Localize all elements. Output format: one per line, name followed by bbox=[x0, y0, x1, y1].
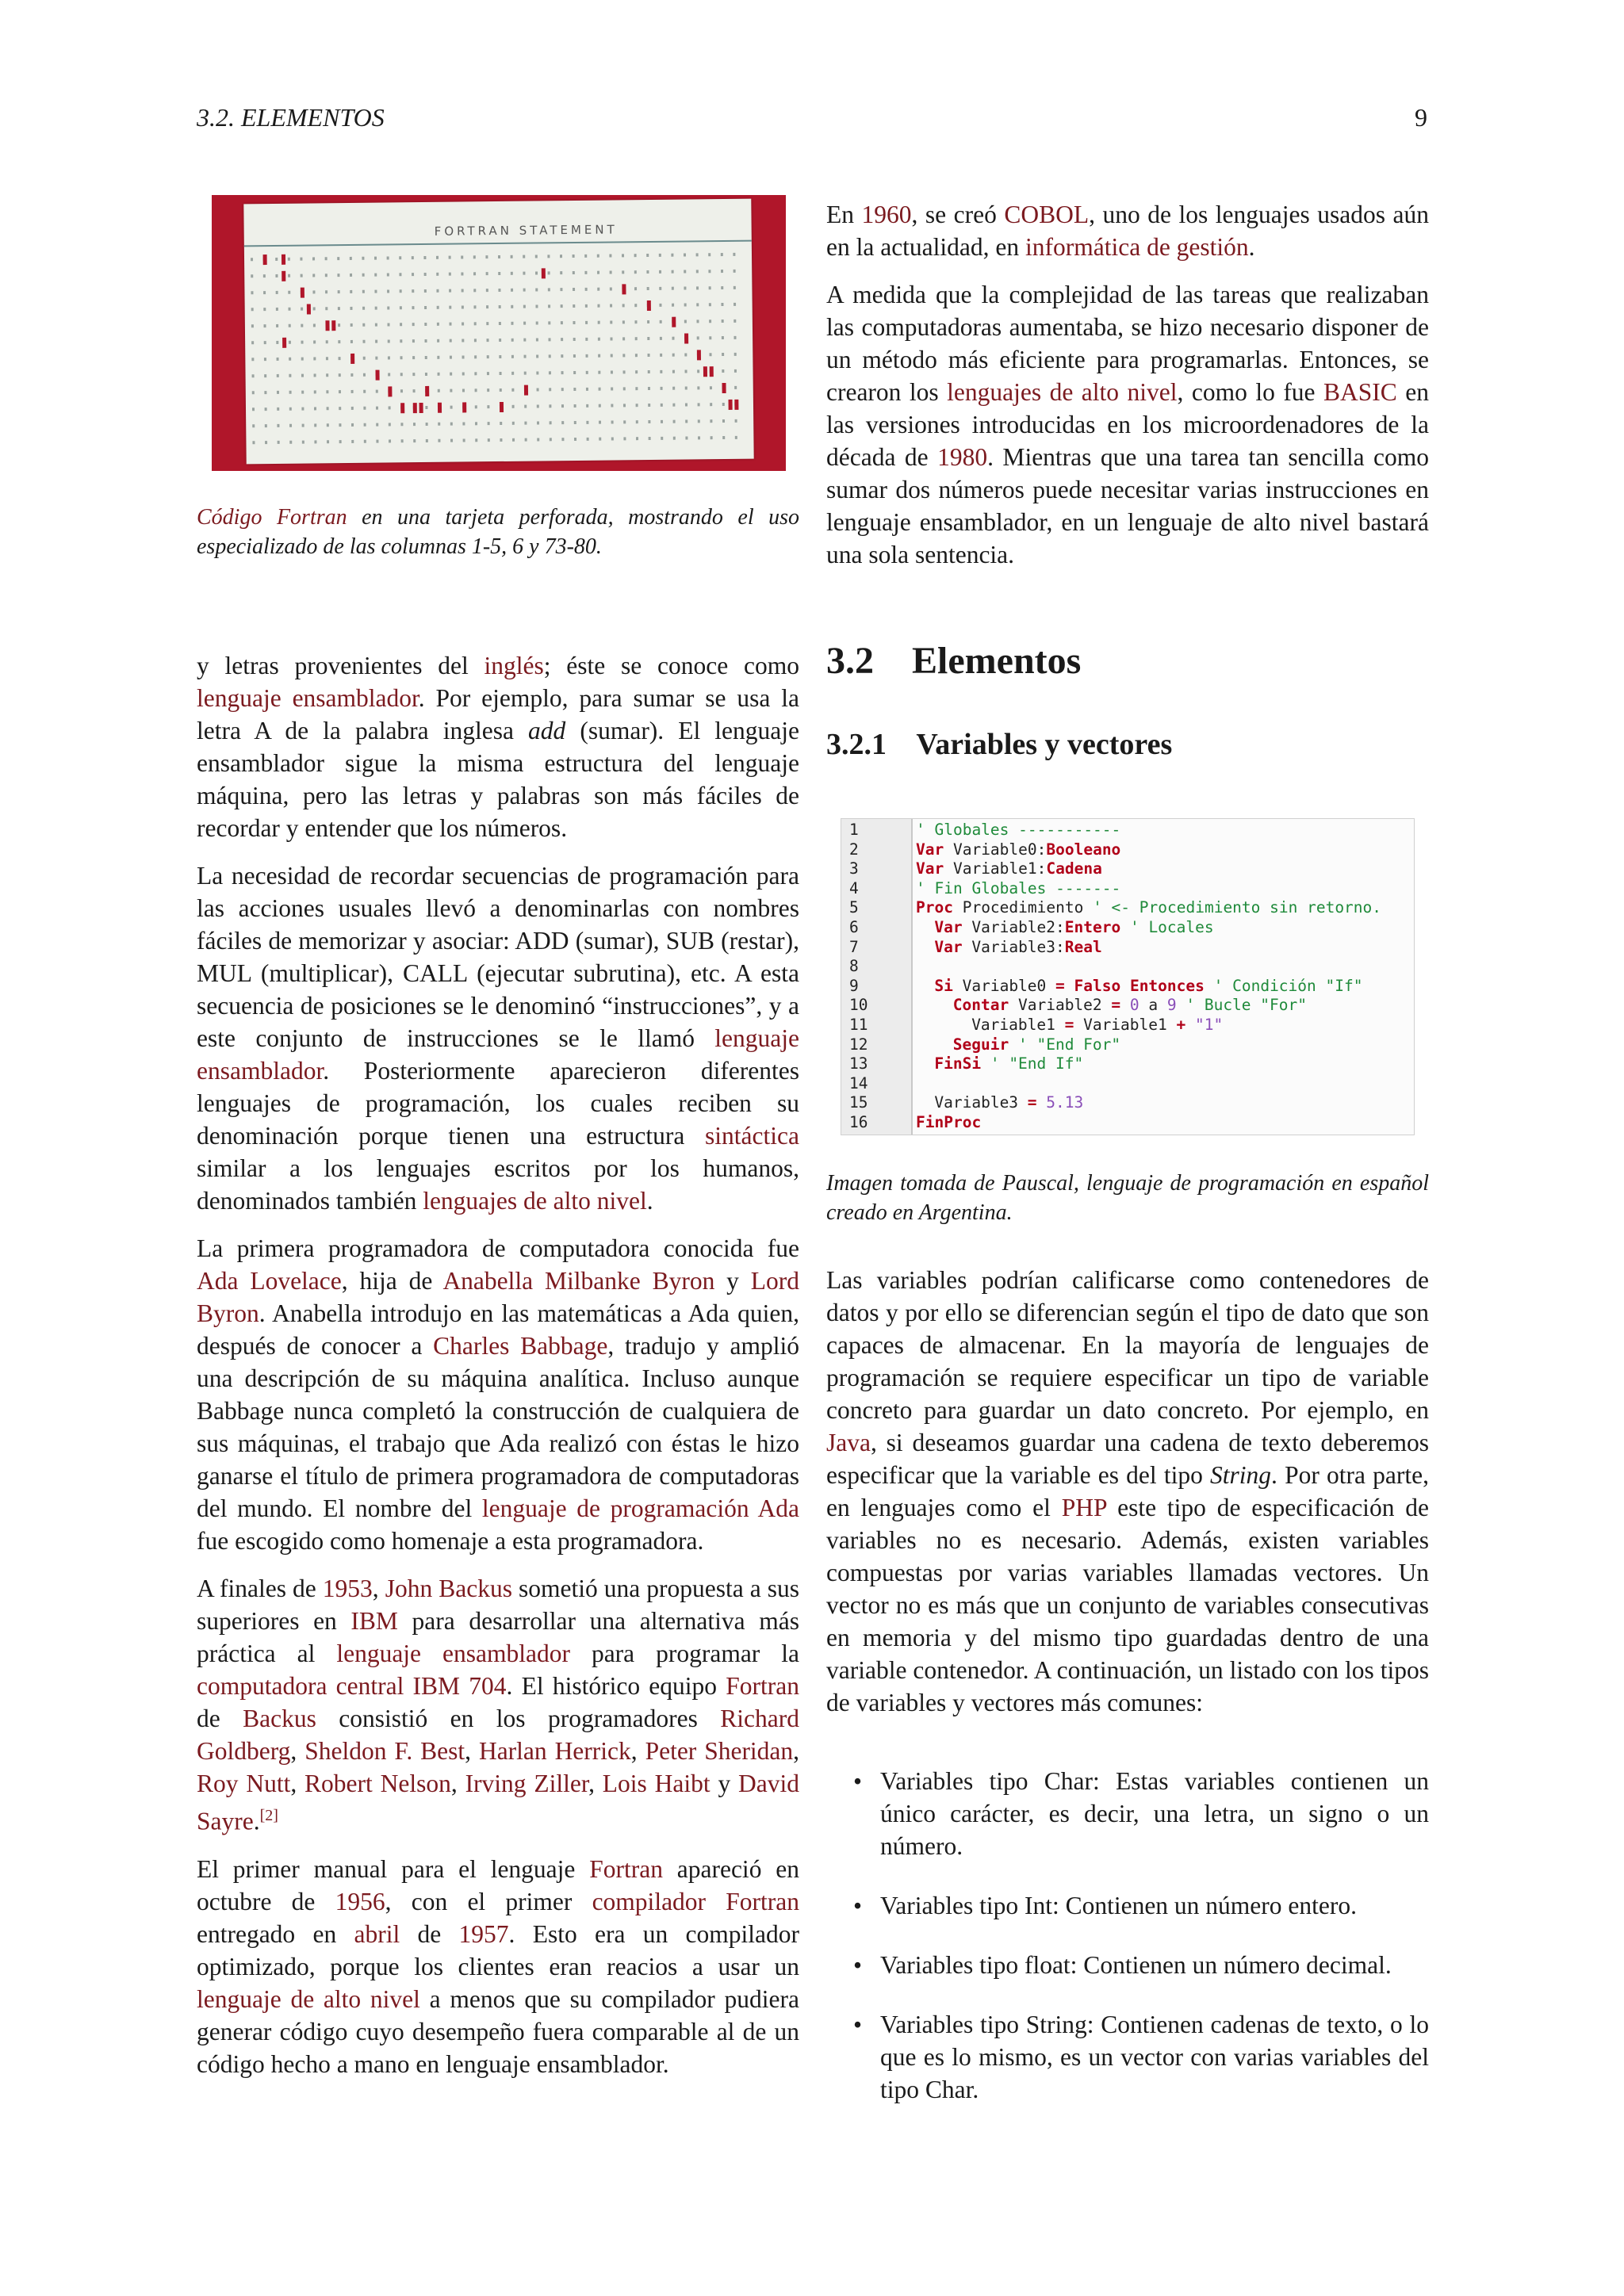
paragraph: A finales de 1953, John Backus sometió una propuesta a sus superiores en IBM para desarrollar una alternativa más práctica al lenguaje ensamblador para programar la computadora central IBM 704. El histórico equipo Fortran de Backus consistió en los programadores Richard Goldberg, Sheldon F. Best, Harlan Herrick, Peter Sheridan, Roy Nutt, Robert Nelson, Irving Ziller, Lois Haibt y David Sayre.[2] bbox=[197, 1575, 800, 1835]
card-punch-hole bbox=[413, 403, 417, 413]
link[interactable]: 1953 bbox=[322, 1575, 373, 1602]
card-punch-hole bbox=[301, 288, 304, 298]
code-text: ' Fin Globales ------- bbox=[916, 878, 1121, 897]
card-punch-hole bbox=[703, 366, 707, 377]
line-number: 15 bbox=[849, 1093, 868, 1112]
line-number: 9 bbox=[849, 976, 859, 995]
card-punch-hole bbox=[647, 300, 651, 311]
bullet-icon: • bbox=[853, 1767, 863, 1795]
link[interactable]: lenguajes de alto nivel bbox=[423, 1187, 647, 1215]
code-text: ' Globales ----------- bbox=[916, 821, 1121, 839]
card-punch-hole bbox=[331, 320, 335, 331]
code-text: Proc Procedimiento ' <- Procedimiento sin retorno. bbox=[916, 898, 1382, 917]
card-punch-hole bbox=[710, 366, 714, 377]
card-punch-hole bbox=[400, 403, 404, 413]
link[interactable]: informática de gestión bbox=[1025, 233, 1249, 261]
code-listing bbox=[841, 818, 1415, 1135]
right-column-top bbox=[826, 198, 1429, 586]
punch-card bbox=[243, 199, 753, 465]
line-number: 12 bbox=[849, 1035, 868, 1054]
card-punch-hole bbox=[734, 400, 738, 410]
figure1-caption bbox=[197, 503, 799, 561]
link[interactable]: Richard Goldberg bbox=[197, 1705, 800, 1765]
paragraph: El primer manual para el lenguaje Fortran apareció en octubre de 1956, con el primer compilador Fortran entregado en abril de 1957. Esto era un compilador optimizado, porque los clientes eran reacios a usar un lenguaje de alto nivel a menos que su compilador pudiera generar código cuyo desempeño fuera comparable al de un código hecho a mano en lenguaje ensamblador. bbox=[197, 1854, 800, 2078]
link[interactable]: lenguaje ensamblador bbox=[197, 1024, 799, 1085]
link[interactable]: lenguaje ensamblador bbox=[197, 684, 419, 712]
subsection-heading: 3.2.1 Variables y vectores bbox=[826, 728, 1173, 761]
link[interactable]: Fortran bbox=[726, 1887, 800, 1915]
line-number: 14 bbox=[849, 1073, 868, 1093]
paragraph: La primera programadora de computadora conocida fue Ada Lovelace, hija de Anabella Milbanke Byron y Lord Byron. Anabella introdujo en las matemáticas a Ada quien, después de conocer a Charles Babbage, tradujo y amplió una descripción de su máquina analítica. Incluso aunque Babbage nunca completó la construcción de cualquiera de sus máquinas, el trabajo que Ada realizó con éstas le hizo ganarse el título de primera programadora de computadoras del mundo. El nombre del lenguaje de programación Ada fue escogido como homenaje a esta programadora. bbox=[197, 1234, 800, 1555]
card-punch-grid bbox=[244, 243, 754, 463]
code-text: Variable1 = Variable1 + "1" bbox=[971, 1016, 1224, 1034]
left-column bbox=[197, 649, 799, 2095]
line-number: 16 bbox=[849, 1113, 868, 1131]
link[interactable]: 1957 bbox=[458, 1919, 509, 1948]
bullet-icon: • bbox=[853, 1892, 863, 1919]
link[interactable]: Irving Ziller bbox=[465, 1770, 589, 1797]
caption-link-fortran[interactable]: Código Fortran bbox=[197, 505, 347, 530]
card-punch-hole bbox=[425, 386, 429, 396]
line-number: 7 bbox=[849, 937, 859, 956]
link[interactable]: Backus bbox=[243, 1705, 316, 1732]
paragraph: La necesidad de recordar secuencias de programación para las acciones usuales llevó a denominarlas con nombres fáciles de memorizar y asociar: ADD (sumar), SUB (restar), MUL (multiplicar), CALL (ejecutar subrutina), etc. A esta secuencia de posiciones se le denominó “instrucciones”, y a este conjunto de instrucciones se le llamó lenguaje ensamblador. Posteriormente aparecieron diferentes lenguajes de programación, los cuales reciben su denominación porque tienen una estructura sintáctica similar a los lenguajes escritos por los humanos, denominados también lenguajes de alto nivel. bbox=[197, 862, 799, 1215]
code-text: Contar Variable2 = 0 a 9 ' Bucle "For" bbox=[952, 996, 1307, 1015]
card-punch-hole bbox=[729, 400, 733, 410]
link[interactable]: lenguaje ensamblador bbox=[336, 1640, 570, 1667]
card-punch-hole bbox=[282, 338, 286, 348]
card-punch-hole bbox=[722, 383, 726, 393]
link[interactable]: Charles Babbage bbox=[433, 1332, 608, 1360]
code-text: Seguir ' "End For" bbox=[952, 1035, 1121, 1054]
link[interactable]: PHP bbox=[1061, 1494, 1107, 1521]
link[interactable]: Peter Sheridan bbox=[645, 1737, 794, 1765]
link[interactable]: Lois Haibt bbox=[602, 1770, 710, 1797]
link[interactable]: Lord Byron bbox=[197, 1267, 800, 1327]
line-number: 13 bbox=[849, 1054, 868, 1073]
link[interactable]: abril bbox=[354, 1919, 400, 1948]
citation-link[interactable]: [2] bbox=[259, 1807, 278, 1824]
page-number: 9 bbox=[1415, 103, 1427, 132]
punch-card-photo bbox=[212, 195, 786, 471]
card-punch-hole bbox=[282, 271, 285, 281]
card-punch-hole bbox=[462, 402, 466, 412]
link[interactable]: inglés bbox=[484, 652, 544, 679]
bullet-icon: • bbox=[853, 1951, 863, 1979]
card-punch-hole bbox=[263, 254, 267, 265]
paragraph: y letras provenientes del inglés; éste se conoce como lenguaje ensamblador. Por ejemplo, para sumar se usa la letra A de la palabra inglesa add (sumar). El lenguaje ensamblador sigue la misma estructura del lenguaje máquina, pero las letras y palabras son más fáciles de recordar y entender que los números. bbox=[197, 652, 800, 842]
link[interactable]: Ada Lovelace bbox=[197, 1267, 342, 1295]
card-punch-hole bbox=[307, 304, 311, 314]
link[interactable]: David Sayre bbox=[197, 1770, 799, 1835]
line-number: 2 bbox=[849, 840, 859, 859]
link[interactable]: Roy Nutt bbox=[197, 1770, 291, 1797]
list-item: • Variables tipo float: Contienen un número decimal. bbox=[826, 1949, 1429, 1981]
card-punch-hole bbox=[438, 403, 442, 413]
link[interactable]: Anabella Milbanke Byron bbox=[442, 1267, 715, 1295]
card-title: FORTRAN STATEMENT bbox=[434, 222, 618, 239]
paragraph: Las variables podrían calificarse como contenedores de datos y por ello se diferencian según el tipo de dato que son capaces de almacenar. En la mayoría de lenguajes de programación se requiere especificar un tipo de variable concreto para guardar un dato concreto. Por ejemplo, en Java, si deseamos guardar una cadena de texto deberemos especificar que la variable es del tipo String. Por otra parte, en lenguajes como el PHP este tipo de especificación de variables no es necesario. Además, existen variables compuestas por varias variables llamadas vectores. Un vector no es más que un conjunto de variables consecutivas en memoria y del mismo tipo guardadas dentro de una variable contenedor. A continuación, un listado con los tipos de variables y vectores más comunes: bbox=[826, 1266, 1429, 1716]
list-item: • Variables tipo Int: Contienen un número entero. bbox=[826, 1889, 1429, 1922]
card-punch-hole bbox=[684, 333, 688, 343]
code-text: Var Variable2:Entero ' Locales bbox=[934, 918, 1214, 936]
link[interactable]: Fortran bbox=[726, 1672, 799, 1700]
link[interactable]: computadora central IBM 704 bbox=[197, 1672, 507, 1700]
card-punch-hole bbox=[419, 403, 423, 413]
link[interactable]: lenguaje de programación Ada bbox=[481, 1494, 799, 1522]
link[interactable]: IBM bbox=[350, 1607, 398, 1635]
paragraph: A medida que la complejidad de las tareas que realizaban las computadoras aumentaba, se hizo necesario disponer de un método más eficiente para programarlas. Entonces, se crearon los lenguajes de alto nivel, como lo fue BASIC en las versiones introducidas en los microordenadores de la década de 1980. Mientras que una tarea tan sencilla como sumar dos números puede necesitar varias instrucciones en lenguaje ensamblador, en un lenguaje de alto nivel bastará una sola sentencia. bbox=[826, 281, 1430, 568]
link[interactable]: sintáctica bbox=[705, 1122, 799, 1150]
variable-types-list bbox=[826, 1765, 1429, 2106]
code-text: FinSi ' "End If" bbox=[934, 1054, 1084, 1073]
link[interactable]: BASIC bbox=[1323, 378, 1397, 406]
link[interactable]: 1960 bbox=[861, 201, 912, 228]
right-column-bottom bbox=[826, 1264, 1429, 2133]
figure2-caption: Imagen tomada de Pauscal, lenguaje de programación en español creado en Argentina. bbox=[826, 1171, 1429, 1225]
link[interactable]: lenguaje de alto nivel bbox=[197, 1984, 420, 2013]
link[interactable]: 1980 bbox=[937, 443, 988, 471]
line-number: 10 bbox=[849, 996, 868, 1015]
card-punch-hole bbox=[542, 268, 546, 278]
link[interactable]: Robert Nelson bbox=[304, 1770, 451, 1797]
card-punch-hole bbox=[388, 386, 392, 396]
code-text: FinProc bbox=[916, 1113, 982, 1131]
card-punch-hole bbox=[672, 317, 676, 327]
link[interactable]: Java bbox=[826, 1429, 871, 1456]
link[interactable]: COBOL bbox=[1004, 201, 1090, 228]
bullet-icon: • bbox=[853, 2011, 863, 2038]
section-heading: 3.2 Elementos bbox=[826, 640, 1082, 682]
line-number: 5 bbox=[849, 898, 859, 917]
card-punch-hole bbox=[325, 320, 329, 331]
code-text: Si Variable0 = Falso Entonces ' Condición "If" bbox=[934, 976, 1363, 995]
link[interactable]: Sheldon F. Best bbox=[304, 1737, 465, 1765]
link[interactable]: Harlan Herrick bbox=[478, 1737, 631, 1765]
card-punch-hole bbox=[697, 350, 701, 360]
line-number: 1 bbox=[849, 821, 859, 839]
link[interactable]: compilador bbox=[592, 1887, 707, 1915]
code-text: Var Variable3:Real bbox=[934, 937, 1102, 956]
line-number: 6 bbox=[849, 918, 859, 936]
code-text: Var Variable0:Booleano bbox=[916, 840, 1121, 859]
line-number: 8 bbox=[849, 957, 859, 976]
link[interactable]: John Backus bbox=[385, 1575, 512, 1602]
paragraph: En 1960, se creó COBOL, uno de los lenguajes usados aún en la actualidad, en informática de gestión. bbox=[826, 201, 1429, 261]
line-number: 4 bbox=[849, 878, 859, 897]
code-text: Var Variable1:Cadena bbox=[916, 859, 1102, 878]
line-number: 3 bbox=[849, 859, 859, 878]
card-punch-hole bbox=[350, 354, 354, 364]
card-punch-hole bbox=[622, 284, 626, 294]
link[interactable]: lenguajes de alto nivel bbox=[947, 378, 1178, 406]
list-item: • Variables tipo Char: Estas variables contienen un único carácter, es decir, una letra, un signo o un número. bbox=[826, 1765, 1429, 1862]
card-header-band bbox=[243, 199, 752, 247]
caption-text: en una tarjeta perforada, mostrando el uso especializado de las columnas 1-5, 6 y 73-80. bbox=[197, 505, 799, 559]
line-number: 11 bbox=[849, 1016, 868, 1034]
link[interactable]: Fortran bbox=[589, 1854, 663, 1883]
list-item: • Variables tipo String: Contienen cadenas de texto, o lo que es lo mismo, es un vector con varias variables del tipo Char. bbox=[826, 2008, 1429, 2106]
link[interactable]: 1956 bbox=[335, 1887, 385, 1915]
code-text: Variable3 = 5.13 bbox=[934, 1093, 1084, 1112]
card-punch-hole bbox=[524, 385, 528, 396]
card-punch-hole bbox=[500, 402, 504, 412]
card-punch-hole bbox=[376, 370, 380, 381]
card-punch-hole bbox=[282, 254, 285, 265]
running-header: 3.2. ELEMENTOS bbox=[197, 103, 385, 132]
